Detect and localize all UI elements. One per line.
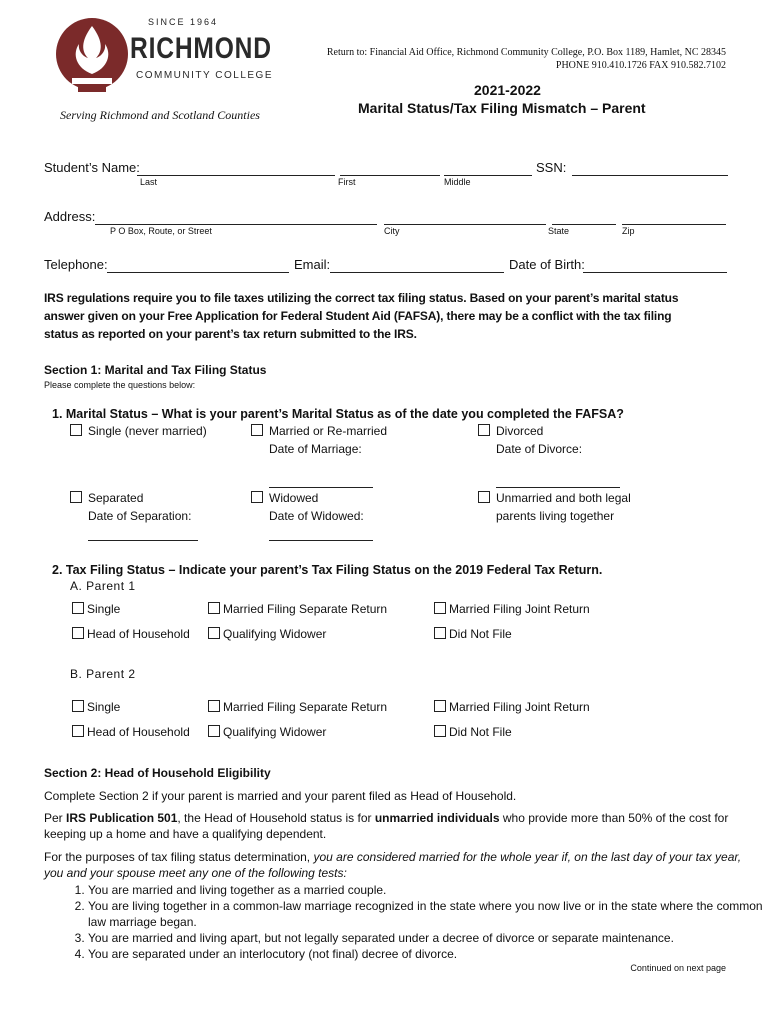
state-caption: State (548, 226, 570, 236)
marriage-date-label: Date of Marriage: (269, 442, 362, 456)
college-logo (52, 14, 272, 104)
p1-married-filing-separate[interactable]: Married Filing Separate Return (208, 602, 387, 616)
ssn-field[interactable] (572, 163, 728, 176)
irs-notice-line-1: IRS regulations require you to file taxes utilizing the correct tax filing status. Based on your parent’s marital status (44, 291, 679, 305)
married-conditions-list (0, 882, 770, 962)
irs-notice-line-2: answer given on your Free Application for Federal Student Aid (FAFSA), there may be a conflict with the tax filing (44, 309, 672, 323)
unmarried-label-line-2: parents living together (496, 509, 615, 523)
student-name-label: Student’s Name: (44, 160, 140, 175)
checkbox-icon[interactable] (208, 700, 220, 712)
list-item: 1. You are married and living together as a married couple. (88, 882, 770, 898)
email-field[interactable] (330, 260, 504, 273)
p1-single[interactable]: Single (72, 602, 120, 616)
street-field[interactable] (95, 212, 377, 225)
widowed-date-label: Date of Widowed: (269, 509, 364, 523)
p1-head-of-household[interactable]: Head of Household (72, 627, 190, 641)
question-2: 2. Tax Filing Status – Indicate your parent’s Tax Filing Status on the 2019 Federal Tax Return. (52, 563, 603, 577)
marriage-date-field[interactable] (269, 475, 373, 488)
checkbox-icon[interactable] (434, 725, 446, 737)
publication-paragraph: Per IRS Publication 501, the Head of Household status is for unmarried individuals who provide more than 50% of the cost for (44, 811, 729, 825)
widowed-date-field[interactable] (269, 528, 373, 541)
option-single-never-married[interactable]: Single (never married) (70, 424, 207, 438)
checkbox-icon[interactable] (251, 424, 263, 436)
checkbox-icon[interactable] (478, 424, 490, 436)
city-field[interactable] (384, 212, 546, 225)
address-label: Address: (44, 209, 96, 224)
p1-did-not-file[interactable]: Did Not File (434, 627, 512, 641)
separation-date-label: Date of Separation: (88, 509, 192, 523)
option-widowed[interactable]: Widowed (251, 491, 318, 505)
form-year: 2021-2022 (474, 82, 541, 98)
list-item: 3. You are married and living apart, but not legally separated under a decree of divorce or separate maintenance. (88, 930, 770, 946)
p1-qualifying-widower[interactable]: Qualifying Widower (208, 627, 326, 641)
street-caption: P O Box, Route, or Street (110, 226, 212, 236)
section-2-intro: Complete Section 2 if your parent is married and your parent filed as Head of Household. (44, 789, 517, 803)
ssn-label: SSN: (536, 160, 567, 175)
tagline: Serving Richmond and Scotland Counties (60, 108, 260, 122)
logo-sub: COMMUNITY COLLEGE (136, 70, 273, 81)
p2-married-filing-joint[interactable]: Married Filing Joint Return (434, 700, 590, 714)
zip-field[interactable] (622, 212, 726, 225)
checkbox-icon[interactable] (70, 491, 82, 503)
checkbox-icon[interactable] (72, 725, 84, 737)
checkbox-icon[interactable] (478, 491, 490, 503)
state-field[interactable] (552, 212, 616, 225)
telephone-field[interactable] (107, 260, 289, 273)
middle-caption: Middle (444, 177, 471, 187)
list-item: 2. You are living together in a common-law marriage recognized in the state where you now live or in the state where the common law marriage began. (88, 898, 770, 930)
section-2-title: Section 2: Head of Household Eligibility (44, 766, 271, 780)
question-1: 1. Marital Status – What is your parent’s Marital Status as of the date you completed the FAFSA? (52, 407, 624, 421)
dob-field[interactable] (583, 260, 727, 273)
dob-label: Date of Birth: (509, 257, 585, 272)
p2-single[interactable]: Single (72, 700, 120, 714)
p2-head-of-household[interactable]: Head of Household (72, 725, 190, 739)
p1-married-filing-joint[interactable]: Married Filing Joint Return (434, 602, 590, 616)
list-item: 4. You are separated under an interlocutory (not final) decree of divorce. (88, 946, 770, 962)
option-married[interactable]: Married or Re-married (251, 424, 387, 438)
section-1-subtitle: Please complete the questions below: (44, 380, 196, 390)
divorce-date-label: Date of Divorce: (496, 442, 583, 456)
telephone-label: Telephone: (44, 257, 108, 272)
purpose-paragraph: For the purposes of tax filing status determination, you are considered married for the whole year if, on the last day of your tax year, (44, 850, 742, 864)
return-address: Return to: Financial Aid Office, Richmond Community College, P.O. Box 1189, Hamlet, NC 28345 (326, 47, 726, 58)
checkbox-icon[interactable] (72, 700, 84, 712)
checkbox-icon[interactable] (434, 700, 446, 712)
option-separated[interactable]: Separated (70, 491, 143, 505)
checkbox-icon[interactable] (251, 491, 263, 503)
purpose-paragraph-line-2: you and your spouse meet any one of the following tests: (44, 866, 347, 880)
p2-qualifying-widower[interactable]: Qualifying Widower (208, 725, 326, 739)
checkbox-icon[interactable] (72, 602, 84, 614)
last-name-field[interactable] (137, 163, 335, 176)
checkbox-icon[interactable] (208, 627, 220, 639)
checkbox-icon[interactable] (208, 602, 220, 614)
city-caption: City (384, 226, 400, 236)
checkbox-icon[interactable] (208, 725, 220, 737)
continued-note: Continued on next page (630, 963, 726, 973)
checkbox-icon[interactable] (72, 627, 84, 639)
divorce-date-field[interactable] (496, 475, 620, 488)
last-caption: Last (140, 177, 158, 187)
first-name-field[interactable] (340, 163, 440, 176)
option-divorced[interactable]: Divorced (478, 424, 543, 438)
middle-name-field[interactable] (444, 163, 532, 176)
email-label: Email: (294, 257, 331, 272)
logo-name: RICHMOND (130, 32, 272, 65)
irs-notice-line-3: status as reported on your parent’s tax return submitted to the IRS. (44, 327, 417, 341)
parent-1-label: A. Parent 1 (70, 579, 136, 593)
form-title: Marital Status/Tax Filing Mismatch – Parent (358, 100, 646, 116)
checkbox-icon[interactable] (70, 424, 82, 436)
p2-did-not-file[interactable]: Did Not File (434, 725, 512, 739)
checkbox-icon[interactable] (434, 602, 446, 614)
p2-married-filing-separate[interactable]: Married Filing Separate Return (208, 700, 387, 714)
zip-caption: Zip (622, 226, 635, 236)
phone-fax: PHONE 910.410.1726 FAX 910.582.7102 (555, 60, 726, 71)
publication-paragraph-line-2: keeping up a home and have a qualifying dependent. (44, 827, 327, 841)
separation-date-field[interactable] (88, 528, 198, 541)
checkbox-icon[interactable] (434, 627, 446, 639)
first-caption: First (338, 177, 356, 187)
parent-2-label: B. Parent 2 (70, 667, 136, 681)
logo-since: SINCE 1964 (148, 17, 219, 27)
option-unmarried-together[interactable]: Unmarried and both legal (478, 491, 631, 505)
section-1-title: Section 1: Marital and Tax Filing Status (44, 363, 267, 377)
